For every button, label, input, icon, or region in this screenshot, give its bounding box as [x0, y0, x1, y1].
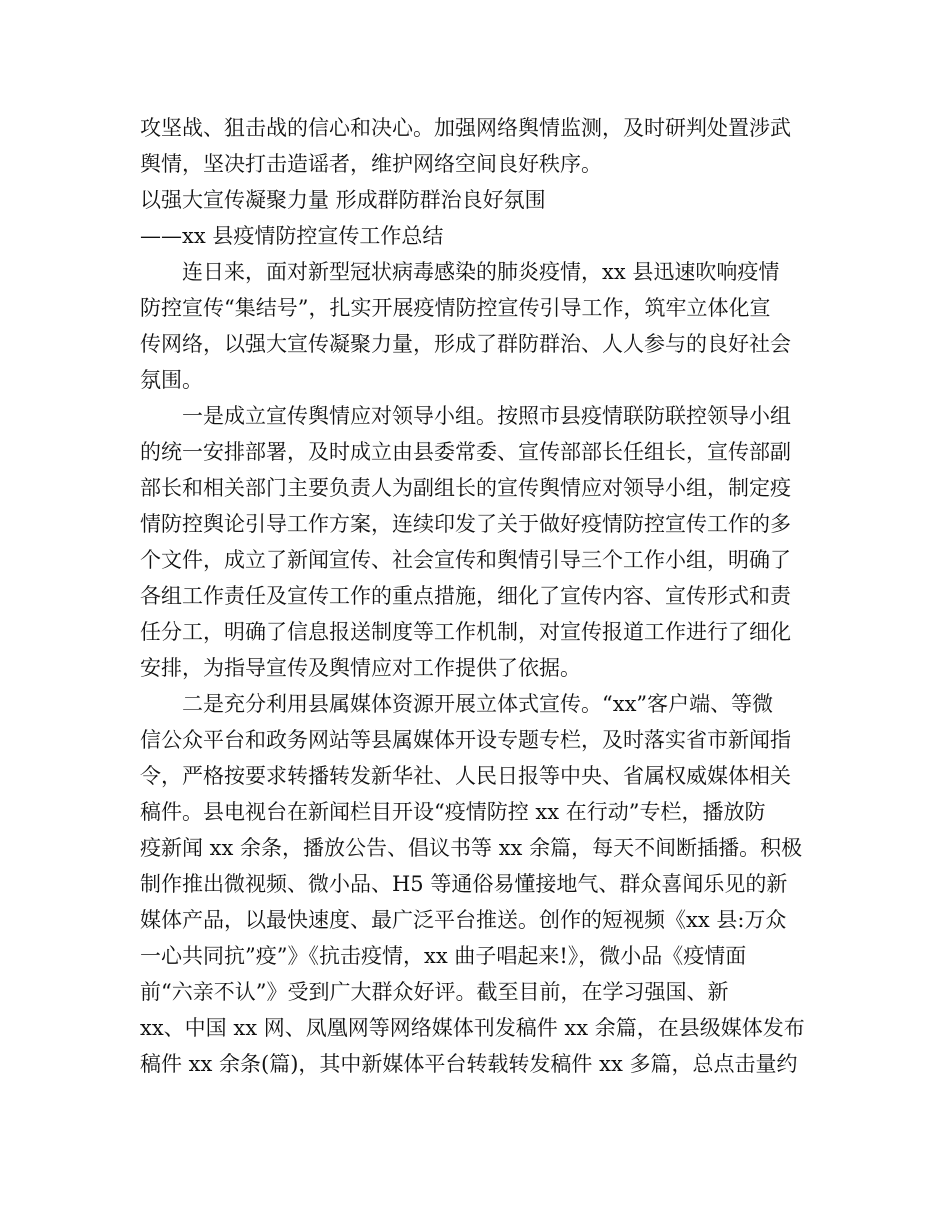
text-line: 各组工作责任及宣传工作的重点措施，细化了宣传内容、宣传形式和责	[140, 584, 791, 608]
text-line: 个文件，成立了新闻宣传、社会宣传和舆情引导三个工作小组，明确了	[140, 548, 791, 572]
document-subtitle: ——xx 县疫情防控宣传工作总结	[140, 224, 444, 248]
intro-text	[140, 110, 812, 182]
paragraph-media-publicity	[140, 686, 812, 1082]
paragraph-intro	[140, 254, 812, 398]
paragraph-leadership-group	[140, 398, 812, 686]
text-line: 稿件 xx 余条(篇)，其中新媒体平台转载转发稿件 xx 多篇，总点击量约	[140, 1052, 798, 1076]
text-line: 部长和相关部门主要负责人为副组长的宣传舆情应对领导小组，制定疫	[140, 476, 791, 500]
text-line: 攻坚战、狙击战的信心和决心。加强网络舆情监测，及时研判处置涉武	[140, 116, 791, 140]
text-line: 连日来，面对新型冠状病毒感染的肺炎疫情，xx 县迅速吹响疫情	[182, 260, 780, 284]
document-page	[140, 110, 812, 1082]
text-line: 安排，为指导宣传及舆情应对工作提供了依据。	[140, 656, 581, 680]
text-line: 氛围。	[140, 368, 203, 392]
text-line: 舆情，坚决打击造谣者，维护网络空间良好秩序。	[140, 152, 602, 176]
text-line: 的统一安排部署，及时成立由县委常委、宣传部部长任组长，宣传部副	[140, 440, 791, 464]
text-line: 媒体产品，以最快速度、最广泛平台推送。创作的短视频《xx 县:万众	[140, 908, 787, 932]
text-line: 疫新闻 xx 余条，播放公告、倡议书等 xx 余篇，每天不间断插播。积极	[140, 836, 803, 860]
text-line: 一心共同抗”疫”》《抗击疫情，xx 曲子唱起来!》，微小品《疫情面	[140, 944, 747, 968]
text-line: 制作推出微视频、微小品、H5 等通俗易懂接地气、群众喜闻乐见的新	[140, 872, 788, 896]
text-line: 情防控舆论引导工作方案，连续印发了关于做好疫情防控宣传工作的多	[140, 512, 791, 536]
document-title: 以强大宣传凝聚力量 形成群防群治良好氛围	[140, 188, 546, 212]
text-line: 信公众平台和政务网站等县属媒体开设专题专栏，及时落实省市新闻指	[140, 728, 791, 752]
text-line: 防控宣传“集结号”，扎实开展疫情防控宣传引导工作，筑牢立体化宣	[140, 296, 771, 320]
text-line: 任分工，明确了信息报送制度等工作机制，对宣传报道工作进行了细化	[140, 620, 791, 644]
text-line: 前“六亲不认”》受到广大群众好评。截至目前，在学习强国、新	[140, 980, 729, 1004]
text-line: 一是成立宣传舆情应对领导小组。按照市县疫情联防联控领导小组	[182, 404, 791, 428]
text-line: 令，严格按要求转播转发新华社、人民日报等中央、省属权威媒体相关	[140, 764, 791, 788]
text-line: 传网络，以强大宣传凝聚力量，形成了群防群治、人人参与的良好社会	[140, 332, 791, 356]
text-line: xx、中国 xx 网、凤凰网等网络媒体刊发稿件 xx 余篇，在县级媒体发布	[140, 1016, 805, 1040]
text-line: 二是充分利用县属媒体资源开展立体式宣传。“xx”客户端、等微	[182, 692, 774, 716]
text-line: 稿件。县电视台在新闻栏目开设“疫情防控 xx 在行动”专栏，播放防	[140, 800, 766, 824]
